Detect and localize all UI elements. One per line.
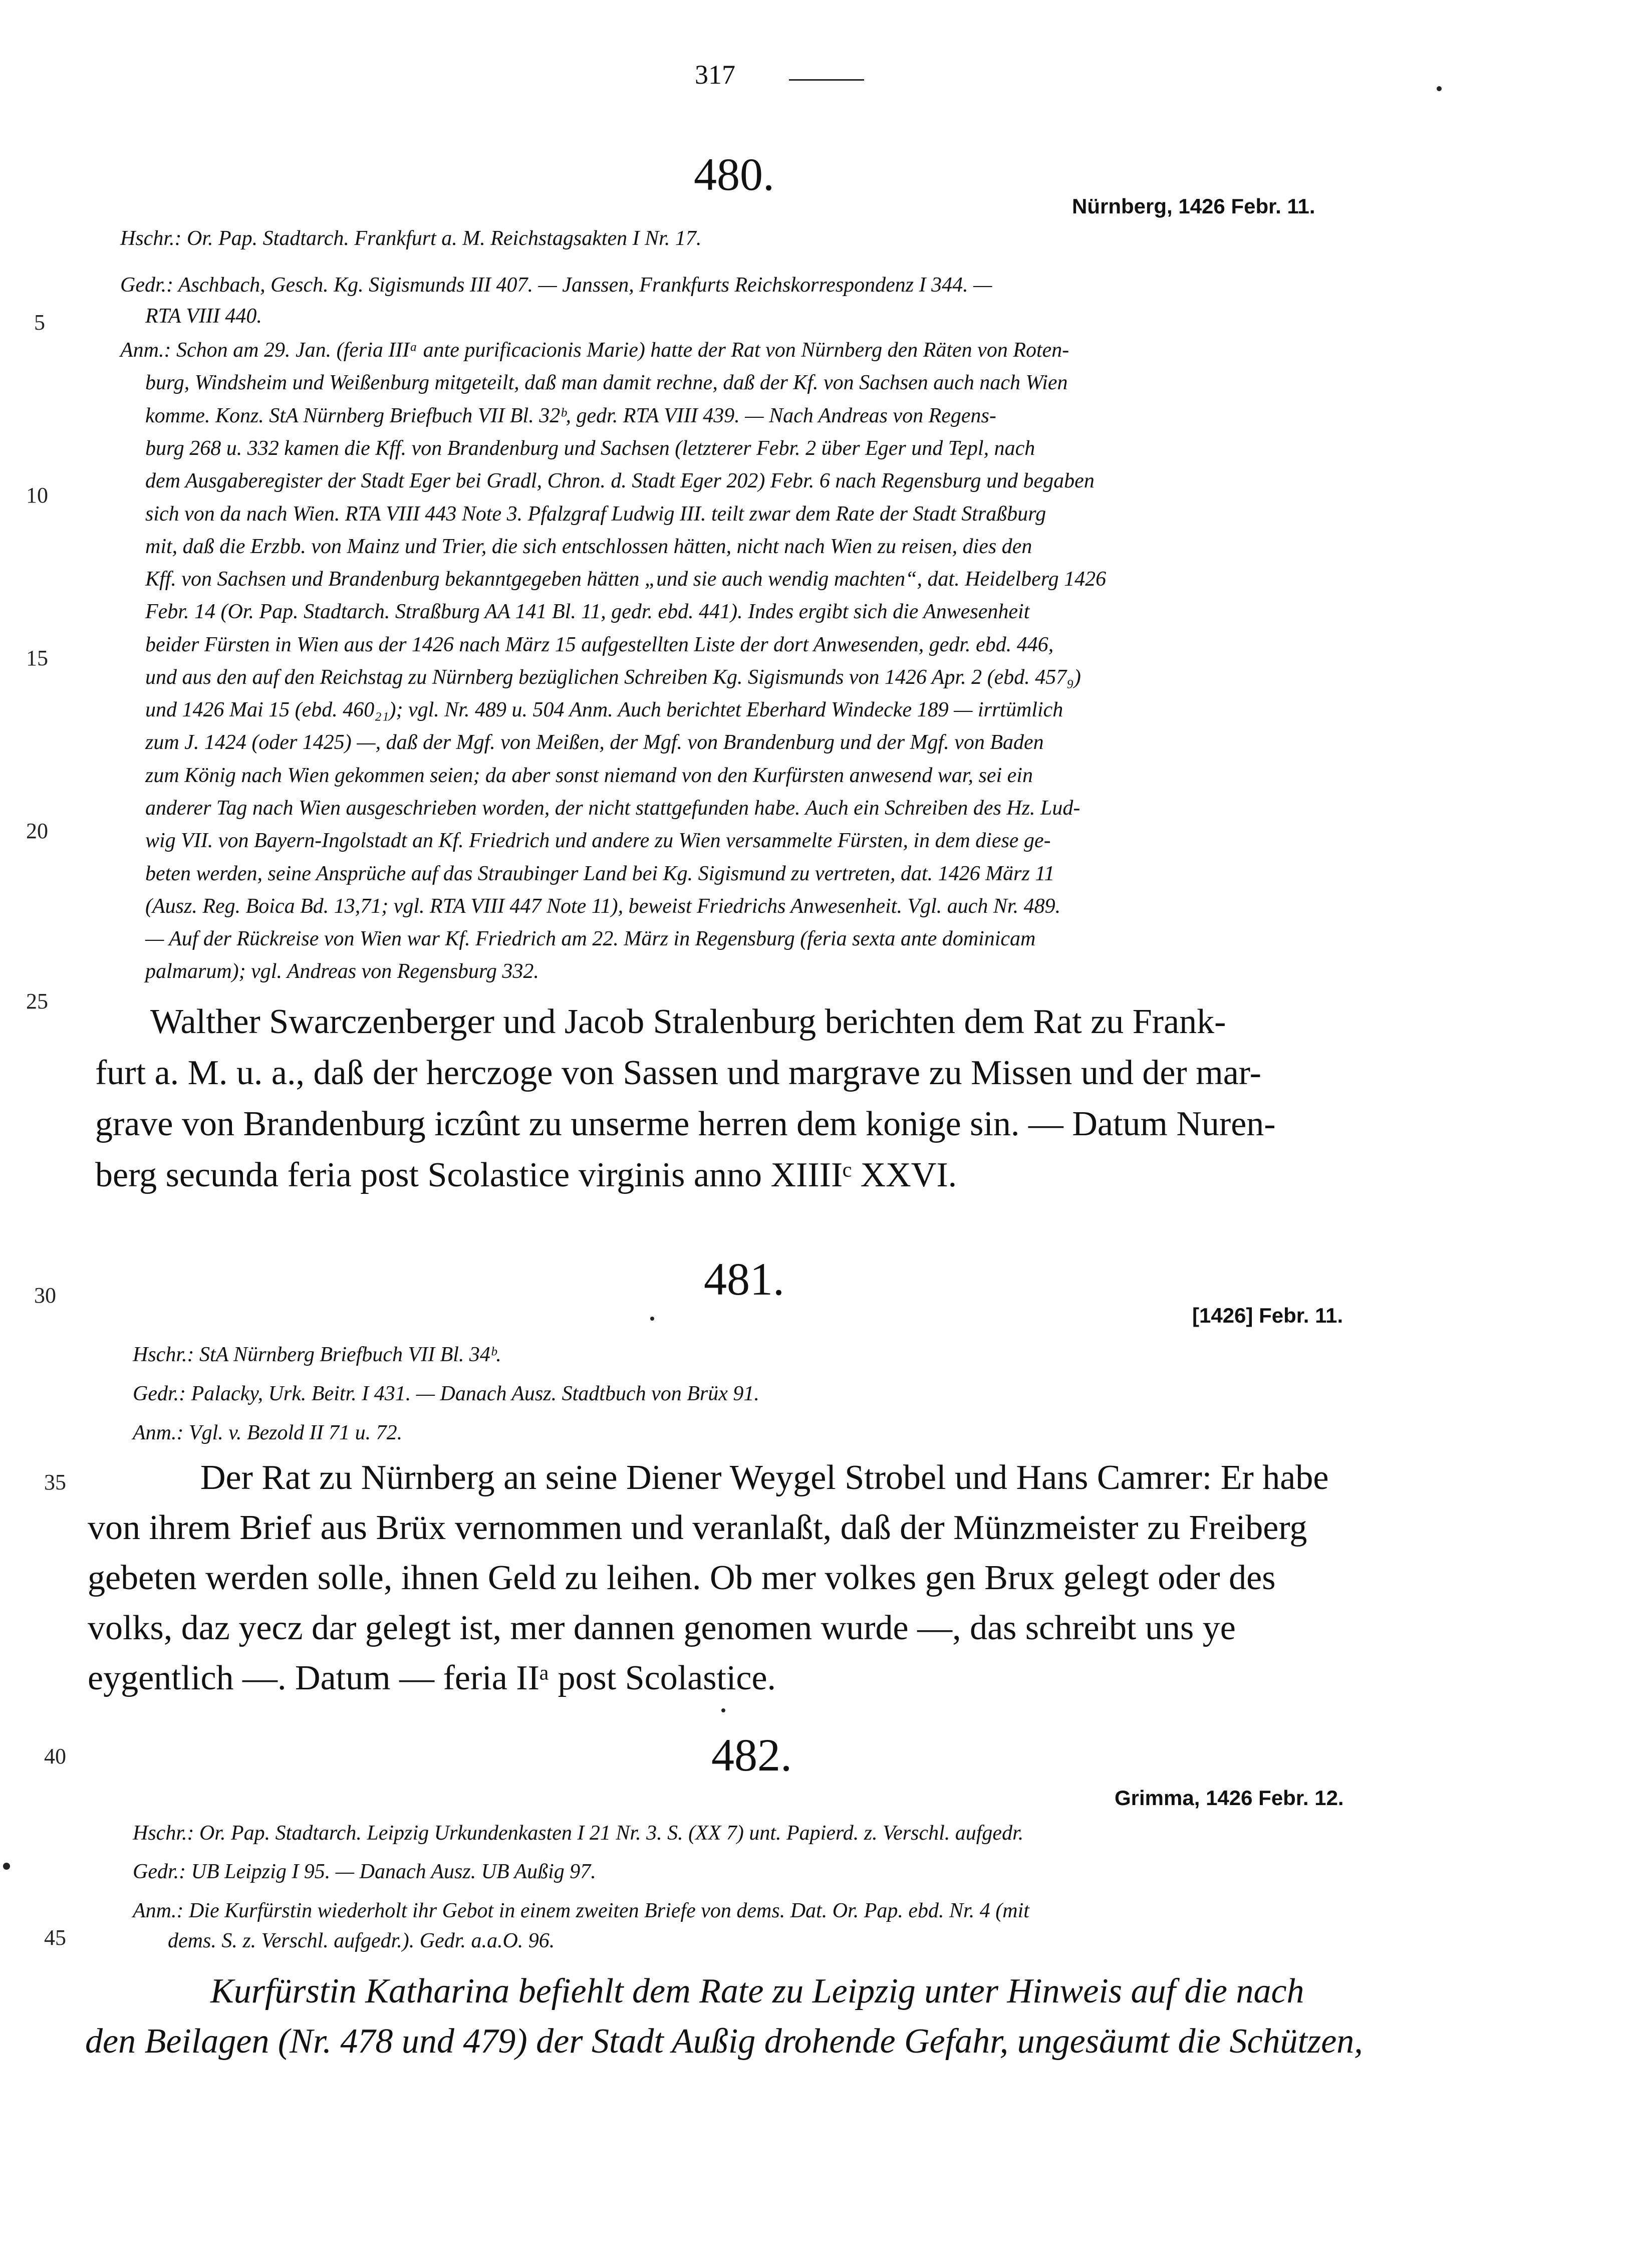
note-line: burg 268 u. 332 kamen die Kff. von Brandenburg und Sachsen (letzterer Febr. 2 über Eger und Tepl, nach <box>145 437 1035 460</box>
body-line: grave von Brandenburg iczûnt zu unserme herren dem konige sin. — Datum Nuren- <box>95 1105 1276 1143</box>
body-line: Walther Swarczenberger und Jacob Stralenburg berichten dem Rat zu Frank- <box>150 1002 1226 1041</box>
note-line: Gedr.: UB Leipzig I 95. — Danach Ausz. UB Außig 97. <box>133 1860 596 1883</box>
line-number: 5 <box>34 310 45 335</box>
body-line: Der Rat zu Nürnberg an seine Diener Weygel Strobel und Hans Camrer: Er habe <box>200 1458 1329 1497</box>
line-number: 45 <box>44 1925 66 1950</box>
note-line: dems. S. z. Verschl. aufgedr.). Gedr. a.a.O. 96. <box>168 1929 555 1952</box>
body-line: den Beilagen (Nr. 478 und 479) der Stadt Außig drohende Gefahr, ungesäumt die Schützen, <box>85 2022 1363 2061</box>
note-line: Hschr.: Or. Pap. Stadtarch. Frankfurt a. M. Reichstagsakten I Nr. 17. <box>120 227 702 250</box>
note-line: zum König nach Wien gekommen seien; da aber sonst niemand von den Kurfürsten anwesend war, sei ein <box>145 764 1033 787</box>
note-line: zum J. 1424 (oder 1425) —, daß der Mgf. von Meißen, der Mgf. von Brandenburg und der Mgf. von Baden <box>145 731 1044 754</box>
speck <box>721 1708 725 1712</box>
line-number: 20 <box>26 819 48 843</box>
note-line: RTA VIII 440. <box>145 305 262 328</box>
note-line: Gedr.: Aschbach, Gesch. Kg. Sigismunds III 407. — Janssen, Frankfurts Reichskorrespondenz I 344. — <box>120 274 992 297</box>
line-number: 35 <box>44 1470 66 1494</box>
margin-mark <box>3 1863 10 1870</box>
body-line: volks, daz yecz dar gelegt ist, mer dannen genomen wurde —, das schreibt uns ye <box>88 1609 1236 1647</box>
note-line: Febr. 14 (Or. Pap. Stadtarch. Straßburg AA 141 Bl. 11, gedr. ebd. 441). Indes ergibt sich die Anwesenheit <box>145 600 1030 623</box>
place-date-480: Nürnberg, 1426 Febr. 11. <box>1072 194 1315 218</box>
note-line: Anm.: Vgl. v. Bezold II 71 u. 72. <box>133 1421 403 1444</box>
note-line: komme. Konz. StA Nürnberg Briefbuch VII Bl. 32ᵇ, gedr. RTA VIII 439. — Nach Andreas von Regens- <box>145 404 996 427</box>
note-line: und 1426 Mai 15 (ebd. 460₂₁); vgl. Nr. 489 u. 504 Anm. Auch berichtet Eberhard Windecke 189 — irrtümlich <box>145 698 1063 721</box>
speck <box>650 1317 654 1321</box>
body-line: berg secunda feria post Scolastice virginis anno XIIIIᶜ XXVI. <box>95 1156 957 1194</box>
note-line: wig VII. von Bayern-Ingolstadt an Kf. Friedrich und andere zu Wien versammelte Fürsten, in dem diese ge- <box>145 829 1051 852</box>
document-number-480: 480. <box>694 149 774 200</box>
note-line: palmarum); vgl. Andreas von Regensburg 332. <box>145 960 539 983</box>
line-number: 10 <box>26 483 48 508</box>
line-number: 30 <box>34 1283 56 1308</box>
document-number-482: 482. <box>711 1729 792 1781</box>
speck <box>1437 86 1442 91</box>
body-line: von ihrem Brief aus Brüx vernommen und veranlaßt, daß der Münzmeister zu Freiberg <box>88 1508 1307 1547</box>
note-line: und aus den auf den Reichstag zu Nürnberg bezüglichen Schreiben Kg. Sigismunds von 1426 Apr. 2 (ebd. 457₉) <box>145 666 1081 689</box>
note-line: sich von da nach Wien. RTA VIII 443 Note 3. Pfalzgraf Ludwig III. teilt zwar dem Rate der Stadt Straßburg <box>145 502 1046 526</box>
note-line: anderer Tag nach Wien ausgeschrieben worden, der nicht stattgefunden habe. Auch ein Schreiben des Hz. Lud- <box>145 797 1080 820</box>
note-line: Hschr.: Or. Pap. Stadtarch. Leipzig Urkundenkasten I 21 Nr. 3. S. (XX 7) unt. Papierd. z. Verschl. aufgedr. <box>133 1822 1024 1845</box>
line-number: 15 <box>26 646 48 670</box>
note-line: (Ausz. Reg. Boica Bd. 13,71; vgl. RTA VIII 447 Note 11), beweist Friedrichs Anwesenheit. Vgl. auch Nr. 489. <box>145 895 1061 918</box>
note-line: dem Ausgaberegister der Stadt Eger bei Gradl, Chron. d. Stadt Eger 202) Febr. 6 nach Regensburg und begaben <box>145 469 1095 492</box>
document-number-481: 481. <box>704 1253 784 1305</box>
note-line: — Auf der Rückreise von Wien war Kf. Friedrich am 22. März in Regensburg (feria sexta ante dominicam <box>145 927 1036 950</box>
line-number: 25 <box>26 989 48 1014</box>
note-line: burg, Windsheim und Weißenburg mitgeteilt, daß man damit rechne, daß der Kf. von Sachsen auch nach Wien <box>145 371 1068 394</box>
note-line: beten werden, seine Ansprüche auf das Straubinger Land bei Kg. Sigismund zu vertreten, dat. 1426 März 11 <box>145 862 1055 885</box>
line-number: 40 <box>44 1744 66 1769</box>
page-number: 317 <box>695 60 735 90</box>
note-line: Kff. von Sachsen und Brandenburg bekanntgegeben hätten „und sie auch wendig machten“, dat. Heidelberg 1426 <box>145 568 1107 591</box>
note-line: mit, daß die Erzbb. von Mainz und Trier, die sich entschlossen hätten, nicht nach Wien zu reisen, dies den <box>145 535 1032 558</box>
body-line: gebeten werden solle, ihnen Geld zu leihen. Ob mer volkes gen Brux gelegt oder des <box>88 1559 1276 1597</box>
note-line: Gedr.: Palacky, Urk. Beitr. I 431. — Danach Ausz. Stadtbuch von Brüx 91. <box>133 1382 759 1405</box>
body-line: furt a. M. u. a., daß der herczoge von Sassen und margrave zu Missen und der mar- <box>95 1054 1261 1092</box>
note-line: Hschr.: StA Nürnberg Briefbuch VII Bl. 34ᵇ. <box>133 1343 501 1366</box>
body-line: eygentlich —. Datum — feria IIᵃ post Scolastice. <box>88 1659 776 1697</box>
note-line: beider Fürsten in Wien aus der 1426 nach März 15 aufgestellten Liste der dort Anwesenden, gedr. ebd. 446, <box>145 633 1054 656</box>
place-date-481: [1426] Febr. 11. <box>1192 1304 1343 1327</box>
place-date-482: Grimma, 1426 Febr. 12. <box>1115 1786 1344 1810</box>
header-rule <box>789 79 864 81</box>
note-line: Anm.: Die Kurfürstin wiederholt ihr Gebot in einem zweiten Briefe von dems. Dat. Or. Pap. ebd. Nr. 4 (mit <box>133 1899 1029 1922</box>
body-line: Kurfürstin Katharina befiehlt dem Rate zu Leipzig unter Hinweis auf die nach <box>210 1972 1304 2010</box>
note-line: Anm.: Schon am 29. Jan. (feria IIIᵃ ante purificacionis Marie) hatte der Rat von Nürnberg den Räten von Roten- <box>120 339 1069 362</box>
